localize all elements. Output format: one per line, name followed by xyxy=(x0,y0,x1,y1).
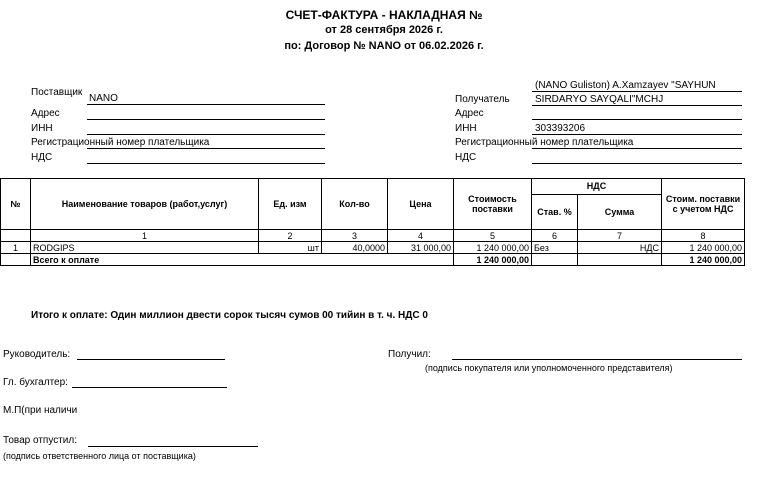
header-price: Цена xyxy=(388,179,454,230)
table-header-row xyxy=(1,179,745,195)
recipient-address-line xyxy=(532,119,742,120)
accountant-label: Гл. бухгалтер: xyxy=(3,377,68,388)
total-empty xyxy=(1,254,31,266)
header-name: Наименование товаров (работ,услуг) xyxy=(31,179,259,230)
total-sum-empty xyxy=(578,254,662,266)
supplier-reg-line xyxy=(87,148,325,149)
colnum-5: 5 xyxy=(454,230,532,242)
total-label: Всего к оплате xyxy=(31,254,454,266)
header-qty: Кол-во xyxy=(322,179,388,230)
released-note: (подпись ответственного лица от поставщика) xyxy=(3,451,196,461)
header-rate: Став. % xyxy=(532,194,578,229)
row-num: 1 xyxy=(1,242,31,254)
document-title: СЧЕТ-ФАКТУРА - НАКЛАДНАЯ № xyxy=(285,8,483,22)
document-date: от 28 сентября 2026 г. xyxy=(325,24,443,36)
supplier-address-line xyxy=(87,119,325,120)
row-unit: шт xyxy=(259,242,322,254)
accountant-signature-line xyxy=(72,387,227,388)
recipient-reg-line xyxy=(532,148,742,149)
recipient-reg-label: Регистрационный номер плательщика xyxy=(455,137,634,148)
recipient-nds-line xyxy=(532,163,742,164)
head-signature-line xyxy=(77,359,225,360)
head-label: Руководитель: xyxy=(3,349,71,360)
header-unit: Ед. изм xyxy=(259,179,322,230)
recipient-inn-label: ИНН xyxy=(455,123,477,134)
header-num: № xyxy=(1,179,31,230)
colnum-7: 7 xyxy=(578,230,662,242)
header-nds: НДС xyxy=(532,179,662,195)
recipient-inn-line xyxy=(532,134,742,135)
recipient-value-line1: (NANO Guliston) A.Xamzayev "SAYHUN xyxy=(535,80,716,91)
colnum-2: 2 xyxy=(259,230,322,242)
document-contract: по: Договор № NANO от 06.02.2026 г. xyxy=(284,40,484,52)
row-name: RODGIPS xyxy=(31,242,259,254)
recipient-label: Получатель xyxy=(455,94,510,105)
colnum-6: 6 xyxy=(532,230,578,242)
total-cost: 1 240 000,00 xyxy=(454,254,532,266)
supplier-label: Поставщик xyxy=(31,87,83,98)
supplier-reg-label: Регистрационный номер плательщика xyxy=(31,137,210,148)
total-with-nds: 1 240 000,00 xyxy=(662,254,745,266)
table-row xyxy=(1,242,745,254)
header-total-with-nds: Стоим. поставки с учетом НДС xyxy=(662,179,745,230)
table-colnum-row xyxy=(1,230,745,242)
colnum-empty xyxy=(1,230,31,242)
recipient-inn-value: 303393206 xyxy=(535,123,586,134)
row-rate: Без xyxy=(532,242,578,254)
supplier-inn-label: ИНН xyxy=(31,123,53,134)
stamp-label: М.П(при наличи xyxy=(3,405,78,416)
recipient-line1 xyxy=(532,91,742,92)
colnum-1: 1 xyxy=(31,230,259,242)
supplier-address-label: Адрес xyxy=(31,108,60,119)
received-label: Получил: xyxy=(388,349,431,360)
recipient-address-label: Адрес xyxy=(455,108,484,119)
supplier-line xyxy=(87,104,325,105)
recipient-value-line2: SIRDARYO SAYQALI"MCHJ xyxy=(535,94,664,105)
amount-in-words: Итого к оплате: Один миллион двести сорок тысяч сумов 00 тийин в т. ч. НДС 0 xyxy=(31,310,428,321)
header-sum: Сумма xyxy=(578,194,662,229)
recipient-nds-label: НДС xyxy=(455,152,477,163)
colnum-4: 4 xyxy=(388,230,454,242)
received-signature-line xyxy=(452,359,742,360)
supplier-nds-label: НДС xyxy=(31,152,53,163)
row-total: 1 240 000,00 xyxy=(662,242,745,254)
row-cost: 1 240 000,00 xyxy=(454,242,532,254)
supplier-inn-line xyxy=(87,134,325,135)
colnum-3: 3 xyxy=(322,230,388,242)
recipient-line2 xyxy=(532,105,742,106)
colnum-8: 8 xyxy=(662,230,745,242)
row-price: 31 000,00 xyxy=(388,242,454,254)
row-sum: НДС xyxy=(578,242,662,254)
invoice-table xyxy=(0,178,745,266)
table-total-row xyxy=(1,254,745,266)
row-qty: 40,0000 xyxy=(322,242,388,254)
supplier-value: NANO xyxy=(89,93,118,104)
total-rate-empty xyxy=(532,254,578,266)
released-label: Товар отпустил: xyxy=(3,435,77,446)
received-note: (подпись покупателя или уполномоченного представителя) xyxy=(425,363,673,373)
header-cost: Стоимость поставки xyxy=(454,179,532,230)
released-signature-line xyxy=(88,446,258,447)
supplier-nds-line xyxy=(87,163,325,164)
